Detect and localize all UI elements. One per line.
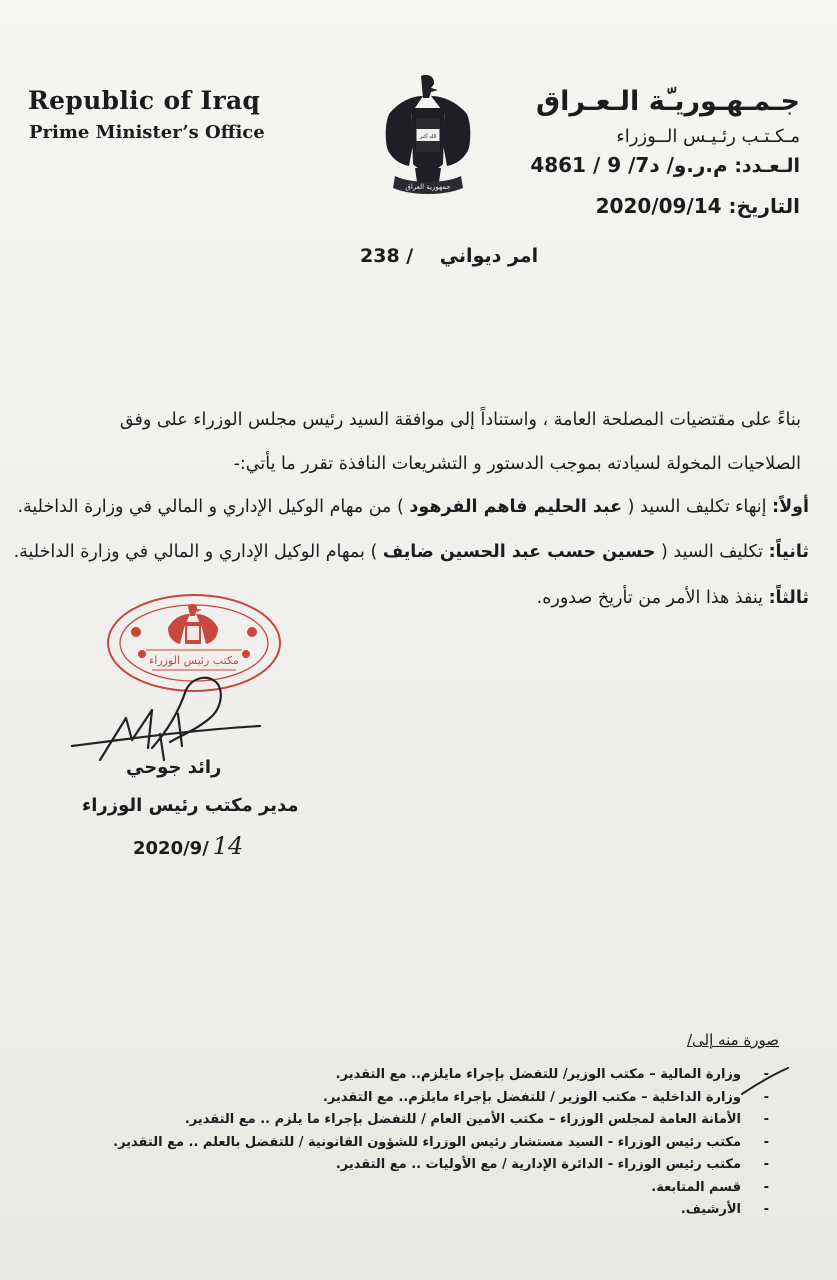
copy-recipient: - الأمانة العامة لمجلس الوزراء – مكتب الأمين العام / للتفضل بإجراء ما يلزم .. مع التقدير. bbox=[113, 1109, 741, 1132]
copies-heading: صورة منه إلى/ bbox=[686, 1031, 779, 1049]
document-date bbox=[596, 194, 800, 218]
copy-recipient: - وزارة المالية – مكتب الوزير/ للتفضل بإجراء مايلزم.. مع التقدير. bbox=[113, 1064, 741, 1087]
item-2-before: تكليف السيد ( bbox=[655, 542, 769, 562]
header-arabic-title: جـمـهـوريـّة الـعـراق bbox=[536, 86, 800, 117]
iraq-eagle-emblem-icon bbox=[381, 74, 475, 198]
order-item-3 bbox=[537, 588, 809, 608]
signatory-name: رائد جوحي bbox=[126, 757, 222, 778]
item-1-lead: أولاً: bbox=[772, 497, 809, 517]
signature-date-handwritten: 14 bbox=[212, 832, 244, 860]
date-label: التاريخ: bbox=[728, 194, 800, 218]
item-1-after: ) من مهام الوكيل الإداري و المالي في وزارة الداخلية. bbox=[17, 497, 410, 517]
item-2-lead: ثانياً: bbox=[768, 542, 809, 562]
copy-recipient: - قسم المتابعة. bbox=[113, 1177, 741, 1200]
signatory-title: مدير مكتب رئيس الوزراء bbox=[82, 795, 299, 816]
emblem-takbir-text: الله أكبر bbox=[419, 134, 437, 140]
item-1-before: إنهاء تكليف السيد ( bbox=[622, 497, 773, 517]
reference-label: الـعـدد: bbox=[734, 155, 800, 177]
signature-date-printed: 2020/9/ bbox=[133, 838, 209, 859]
order-number: / 238 bbox=[360, 245, 414, 267]
header-arabic-subtitle: مـكـتـب رئـيـس الــوزراء bbox=[616, 126, 800, 147]
header-english-subtitle: Prime Minister’s Office bbox=[29, 122, 265, 143]
copy-recipient: - مكتب رئيس الوزراء - السيد مستشار رئيس الوزراء للشؤون القانونية / للتفضل بالعلم .. مع التقدير. bbox=[113, 1132, 741, 1155]
reference-number bbox=[530, 153, 800, 177]
reference-value: م.ر.و/ د7/ 9 / 4861 bbox=[530, 153, 728, 177]
order-item-1 bbox=[17, 497, 809, 517]
order-item-2 bbox=[14, 542, 809, 562]
item-3-text: ينفذ هذا الأمر من تأريخ صدوره. bbox=[536, 588, 769, 608]
body-paragraph-2: الصلاحيات المخولة لسيادته بموجب الدستور و التشريعات النافذة تقرر ما يأتي:- bbox=[233, 454, 801, 474]
item-2-name: حسين حسب عبد الحسين ضايف bbox=[382, 542, 656, 562]
emblem-ribbon-text: جمهورية العراق bbox=[405, 183, 451, 191]
signature-date bbox=[133, 832, 243, 860]
body-paragraph-1: بناءً على مقتضيات المصلحة العامة ، واستناداً إلى موافقة السيد رئيس مجلس الوزراء على وفق bbox=[119, 410, 801, 430]
order-label: امر ديواني bbox=[439, 245, 539, 267]
header-english-title: Republic of Iraq bbox=[28, 86, 261, 115]
item-3-lead: ثالثاً: bbox=[768, 588, 809, 608]
date-value: 2020/09/14 bbox=[595, 194, 722, 218]
stamp-text: مكتب رئيس الوزراء bbox=[149, 654, 239, 667]
copy-recipient: - الأرشيف. bbox=[113, 1199, 741, 1222]
copy-recipient: - وزارة الداخلية – مكتب الوزير / للتفضل بإجراء مايلزم.. مع التقدير. bbox=[113, 1087, 741, 1110]
copies-recipient-list bbox=[113, 1064, 741, 1222]
order-title bbox=[360, 245, 538, 267]
item-2-after: ) بمهام الوكيل الإداري و المالي في وزارة الداخلية. bbox=[13, 542, 383, 562]
item-1-name: عبد الحليم فاهم الفرهود bbox=[409, 497, 623, 517]
copy-recipient: - مكتب رئيس الوزراء - الدائرة الإدارية / مع الأوليات .. مع التقدير. bbox=[113, 1154, 741, 1177]
